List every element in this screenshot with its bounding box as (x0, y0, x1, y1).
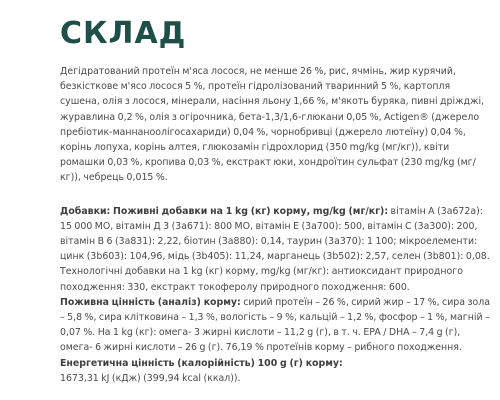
nutrition-section (60, 295, 490, 356)
nutrition-text: сирий протеїн – 26 %, сирий жир – 17 %, сира зола – 5,8 %, сира клітковина – 1,3 %, вологість – 9 %, кальцій – 1,2 %, фосфор – 1 %, магній – 0,07 %. На 1 kg (кг): омега- 3 жирні кислоти – 11,2 g (г), в т. ч. EPA / DHA – 7,4 g (г), омега- 6 жирні кислоти – 26 g (г). 76,19 % протеїнів корму – рибного походження. (60, 296, 490, 354)
additives-text: вітамін А (3а672а): 15 000 МО, вітамін Д 3 (3а671): 800 МО, вітамін Е (3а700): 500, вітамін С (3а300): 200, вітамін В 6 (3а831): 2,22, біотин (3а880): 0,14, таурин (3а370): 1 100; мікроелементи: цинк (3b603): 104,96, мідь (3b405): 11,24, марганець (3b502): 2,57, селен (3b801): 0,08. Технологічні добавки на 1 kg (кг) корму, mg/kg (мг/кг): антиоксидант природного походження: 330, екстракт токоферолу природного походження: 600. (60, 205, 490, 293)
additives-label: Добавки: Поживні добавки на 1 kg (кг) корму, mg/kg (мг/кг): (60, 205, 389, 217)
energy-text: 1673,31 kJ (кДж) (399,94 kcal (ккал)). (60, 372, 241, 384)
energy-label: Енергетична цінність (калорійність) 100 g (г) корму: (60, 357, 343, 369)
ingredients-page (60, 12, 490, 386)
page-title: СКЛАД (60, 16, 187, 51)
additives-block (60, 204, 490, 386)
additives-section (60, 204, 490, 295)
composition-text: Дегідратований протеїн м'яса лосося, не менше 26 %, рис, ячмінь, жир курячий, безкісткове м'ясо лосося 5 %, протеїн гідролізований тваринний 5 %, картопля сушена, олія з лосося, мінерали, насіння льону 1,66 %, м'якоть буряка, пивні дріжджі, журавлина 0,2 %, олія з огірочника, бета-1,3/1,6-глюкани 0,05 %, Actigen® (джерело пребіотик-маннаноолігосахариди) 0,04 %, чорнобривці (джерело лютеїну) 0,04 %, корінь лопуха, корінь алтея, глюкозамін гідрохлорид (350 mg/kg (мг/кг)), квіти ромашки 0,03 %, кропива 0,03 %, екстракт юки, хондроїтин сульфат (230 mg/kg (мг/кг)), чебрець 0,015 %. (60, 66, 485, 184)
energy-section (60, 356, 490, 386)
nutrition-label: Поживна цінність (аналіз) корму: (60, 296, 241, 308)
